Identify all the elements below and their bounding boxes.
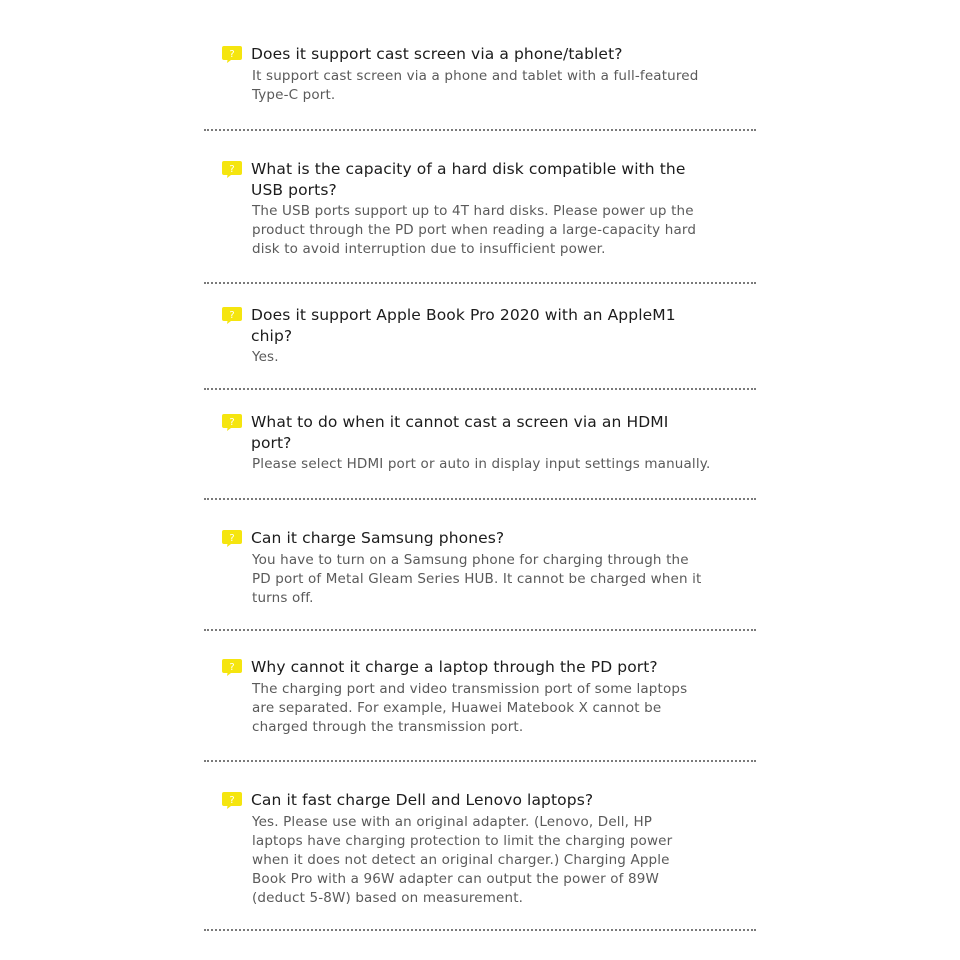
svg-text:?: ? — [229, 533, 235, 544]
svg-text:?: ? — [229, 164, 235, 175]
faq-item — [222, 657, 762, 737]
faq-question-row — [222, 305, 762, 346]
faq-answer: It support cast screen via a phone and tablet with a full-featured Type-C port. — [252, 67, 699, 103]
faq-question: What to do when it cannot cast a screen via an HDMI port? — [251, 413, 669, 452]
svg-text:?: ? — [229, 662, 235, 673]
question-bubble-icon — [222, 161, 242, 177]
dotted-divider — [204, 388, 756, 390]
faq-question: Can it charge Samsung phones? — [251, 529, 505, 547]
faq-item — [222, 159, 762, 259]
dotted-divider — [204, 129, 756, 131]
faq-question: Does it support Apple Book Pro 2020 with an AppleM1 chip? — [251, 306, 676, 345]
faq-answer: Yes. — [252, 349, 279, 365]
svg-text:?: ? — [229, 310, 235, 321]
faq-question: Why cannot it charge a laptop through the PD port? — [251, 658, 658, 676]
svg-text:?: ? — [229, 417, 235, 428]
svg-text:?: ? — [229, 795, 235, 806]
faq-item — [222, 790, 762, 908]
faq-question-row — [222, 657, 762, 678]
faq-question-row — [222, 412, 762, 453]
question-bubble-icon — [222, 307, 242, 323]
faq-question-row — [222, 159, 762, 200]
faq-item — [222, 412, 762, 474]
dotted-divider — [204, 282, 756, 284]
question-bubble-icon — [222, 414, 242, 430]
faq-question: Does it support cast screen via a phone/tablet? — [251, 45, 623, 63]
dotted-divider — [204, 929, 756, 931]
dotted-divider — [204, 498, 756, 500]
faq-answer: The charging port and video transmission port of some laptops are separated. For example, Huawei Matebook X cannot be charged through the transmission port. — [252, 680, 688, 735]
question-bubble-icon — [222, 46, 242, 62]
faq-answer: Yes. Please use with an original adapter. (Lenovo, Dell, HP laptops have charging protection to limit the charging power when it does not detect an original charger.) Charging Apple Book Pro with a 96W adapter can output the power of 89W (deduct 5-8W) based on measurement. — [252, 813, 673, 906]
question-bubble-icon — [222, 659, 242, 675]
faq-answer: Please select HDMI port or auto in display input settings manually. — [252, 456, 711, 472]
faq-question-row — [222, 44, 762, 65]
question-bubble-icon — [222, 530, 242, 546]
dotted-divider — [204, 629, 756, 631]
faq-question: What is the capacity of a hard disk compatible with the USB ports? — [251, 160, 686, 199]
question-bubble-icon — [222, 792, 242, 808]
faq-answer: You have to turn on a Samsung phone for charging through the PD port of Metal Gleam Series HUB. It cannot be charged when it turns off. — [252, 551, 702, 606]
faq-question: Can it fast charge Dell and Lenovo laptops? — [251, 791, 594, 809]
svg-text:?: ? — [229, 49, 235, 60]
faq-item — [222, 528, 762, 608]
faq-answer: The USB ports support up to 4T hard disks. Please power up the product through the PD port when reading a large-capacity hard disk to avoid interruption due to insufficient power. — [252, 203, 697, 257]
faq-item — [222, 44, 762, 105]
dotted-divider — [204, 760, 756, 762]
faq-item — [222, 305, 762, 367]
faq-question-row — [222, 528, 762, 549]
faq-question-row — [222, 790, 762, 811]
